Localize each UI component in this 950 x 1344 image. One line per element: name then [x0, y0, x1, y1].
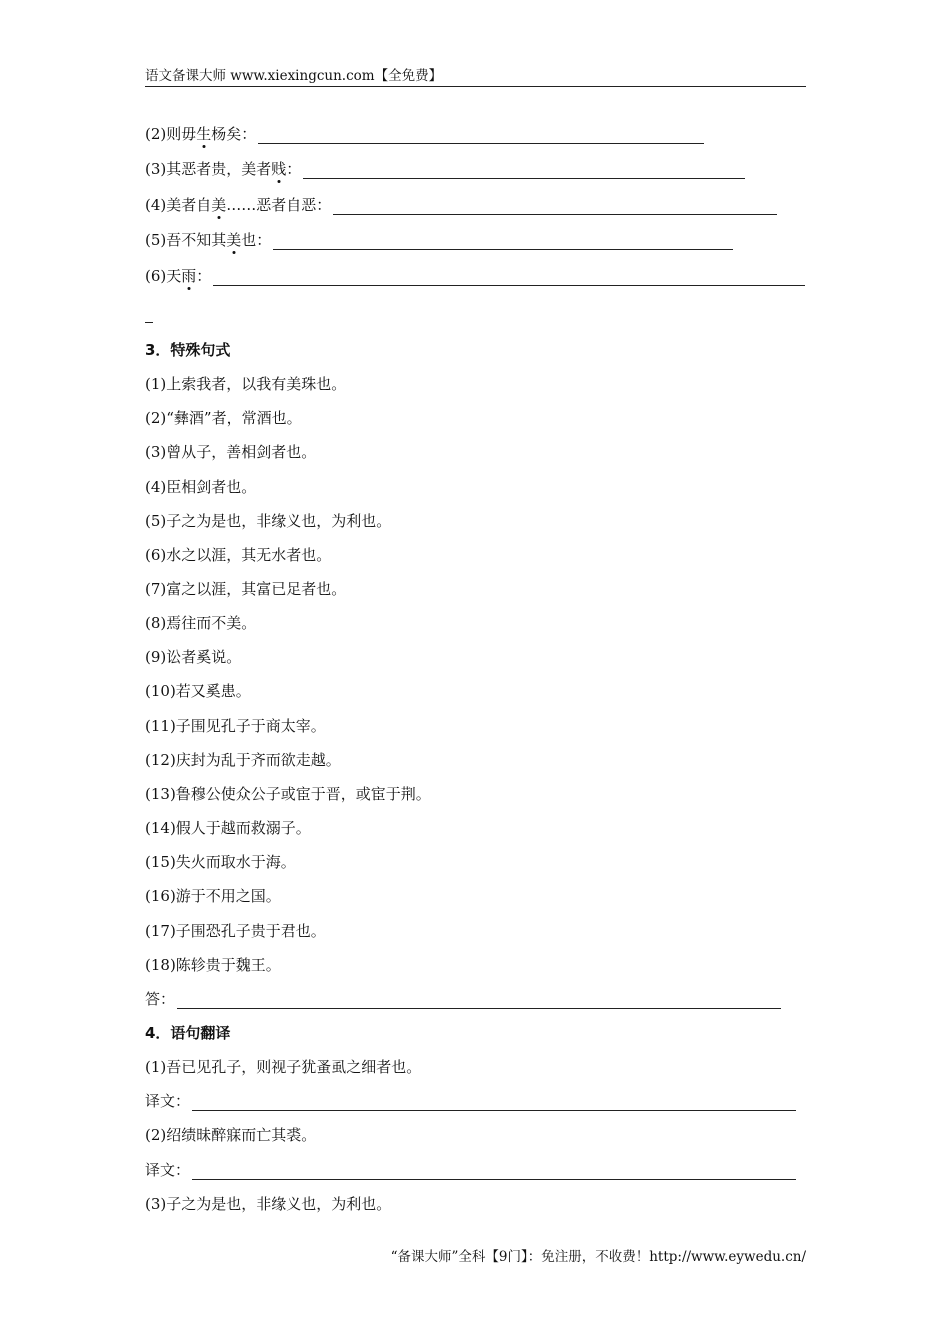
fill-item-text: (2)则毋: [145, 125, 197, 143]
fill-item-text: (4)美者自: [145, 196, 212, 214]
fill-item-text: ：: [196, 267, 212, 285]
list-item: (17)子围恐孔子贵于君也。: [145, 922, 326, 940]
list-item: (10)若又奚患。: [145, 682, 251, 700]
answer-blank[interactable]: [273, 234, 733, 250]
fill-item-text: ……恶者自恶：: [226, 196, 332, 214]
list-item: (18)陈轸贵于魏王。: [145, 956, 281, 974]
answer-blank[interactable]: [258, 128, 704, 144]
dotted-char: 美: [226, 231, 242, 249]
list-item: (9)讼者奚说。: [145, 648, 242, 666]
fill-item: [145, 266, 805, 286]
dotted-char: 雨: [181, 267, 197, 285]
list-item: (11)子围见孔子于商太宰。: [145, 717, 326, 735]
fill-item: [145, 195, 777, 215]
translation-label: 译文：: [145, 1161, 191, 1179]
fill-item-text: (6)天: [145, 267, 182, 285]
list-item: (2)绍绩昧醉寐而亡其裘。: [145, 1126, 317, 1144]
list-item: (2)“彝酒”者，常酒也。: [145, 409, 302, 427]
list-item: (14)假人于越而救溺子。: [145, 819, 311, 837]
dotted-char: 美: [211, 196, 227, 214]
page-header: 语文备课大师 www.xiexingcun.com【全免费】: [145, 68, 806, 87]
dotted-char: 生: [196, 125, 212, 143]
list-item: (4)臣相剑者也。: [145, 478, 257, 496]
list-item: (5)子之为是也，非缘义也，为利也。: [145, 512, 392, 530]
translation-row: [145, 1160, 796, 1180]
fill-item-text: (3)其恶者贵，美者: [145, 160, 272, 178]
fill-item-text: 也：: [241, 231, 272, 249]
list-item: (6)水之以涯，其无水者也。: [145, 546, 332, 564]
translation-label: 译文：: [145, 1092, 191, 1110]
translation-blank[interactable]: [192, 1164, 796, 1180]
list-item: (16)游于不用之国。: [145, 887, 281, 905]
fill-item-text: 杨矣：: [211, 125, 257, 143]
answer-blank[interactable]: [333, 199, 777, 215]
fill-item: [145, 230, 733, 250]
answer-label: 答：: [145, 990, 176, 1008]
fill-item-text: ：: [286, 160, 302, 178]
list-item: (1)吾已见孔子，则视子犹蚤虱之细者也。: [145, 1058, 422, 1076]
fill-item: [145, 124, 704, 144]
list-item: (1)上索我者，以我有美珠也。: [145, 375, 347, 393]
section-heading: 4．语句翻译: [145, 1024, 231, 1042]
list-item: (13)鲁穆公使众公子或宦于晋，或宦于荆。: [145, 785, 431, 803]
list-item: (12)庆封为乱于齐而欲走越。: [145, 751, 341, 769]
fill-item-text: (5)吾不知其: [145, 231, 227, 249]
list-item: (7)富之以涯，其富已足者也。: [145, 580, 347, 598]
answer-blank[interactable]: [213, 270, 805, 286]
translation-row: [145, 1091, 796, 1111]
fill-item: [145, 159, 745, 179]
translation-blank[interactable]: [192, 1095, 796, 1111]
dotted-char: 贱: [271, 160, 287, 178]
answer-row: [145, 989, 781, 1009]
answer-blank[interactable]: [303, 163, 745, 179]
list-item: (3)子之为是也，非缘义也，为利也。: [145, 1195, 392, 1213]
section-heading: 3．特殊句式: [145, 341, 231, 359]
list-item: (15)失火而取水于海。: [145, 853, 296, 871]
line-continuation: [145, 322, 153, 323]
list-item: (3)曾从子，善相剑者也。: [145, 443, 317, 461]
list-item: (8)焉往而不美。: [145, 614, 257, 632]
page-footer: “备课大师”全科【9门】：免注册，不收费！http://www.eywedu.cn/: [390, 1249, 806, 1265]
answer-blank[interactable]: [177, 993, 781, 1009]
